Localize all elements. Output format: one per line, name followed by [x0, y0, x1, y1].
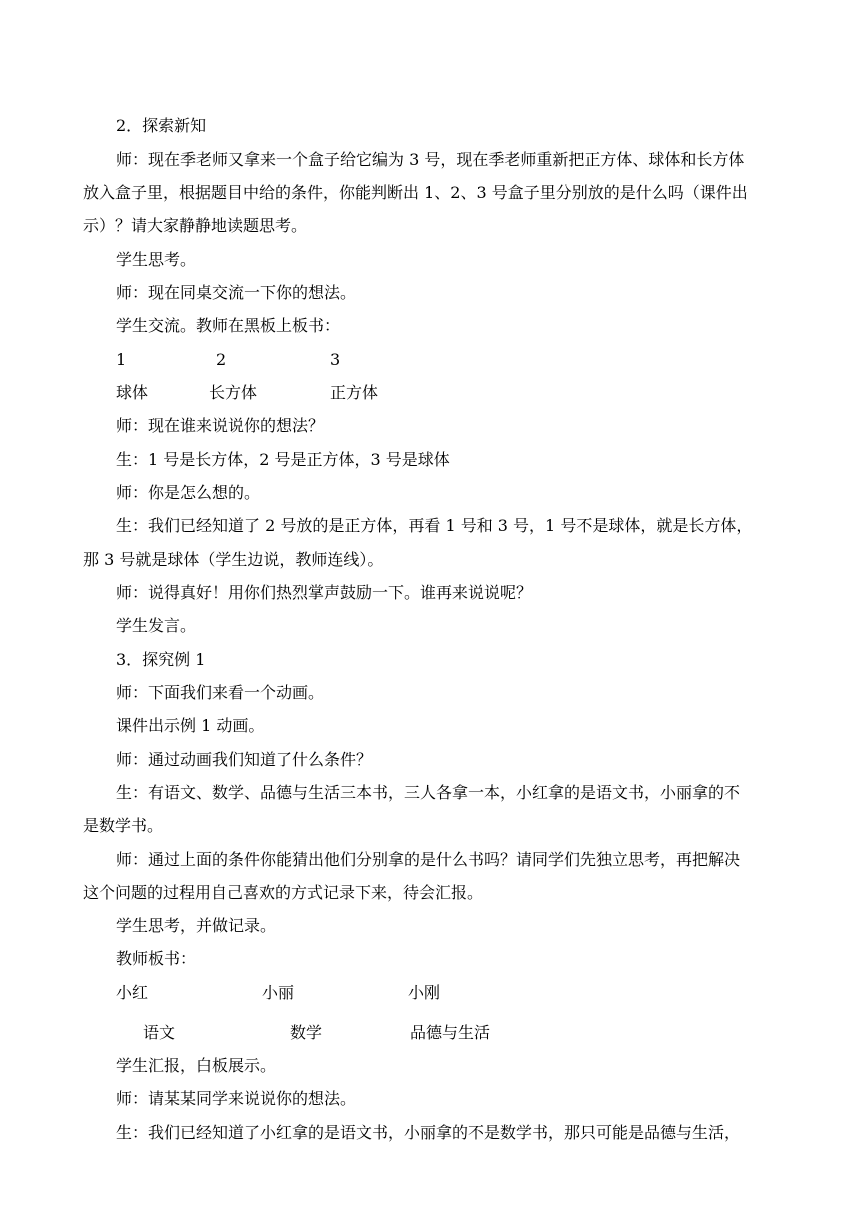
board-number: 1 [116, 350, 127, 369]
paragraph-line: 学生发言。 [116, 616, 197, 635]
paragraph-line: 放入盒子里，根据题目中给的条件，你能判断出 1、2、3 号盒子里分别放的是什么吗（课件出 [83, 183, 748, 202]
board-shape: 球体 [116, 383, 149, 402]
paragraph-line: 生：我们已经知道了小红拿的是语文书，小丽拿的不是数学书，那只可能是品德与生活， [116, 1123, 741, 1142]
paragraph-line: 生：有语文、数学、品德与生活三本书，三人各拿一本，小红拿的是语文书，小丽拿的不 [116, 783, 741, 802]
paragraph-line: 师：通过动画我们知道了什么条件？ [116, 750, 373, 769]
board-person: 小红 [116, 983, 149, 1002]
paragraph-line: 学生汇报，白板展示。 [116, 1056, 277, 1075]
paragraph-line: 师：现在同桌交流一下你的想法。 [116, 283, 357, 302]
paragraph-line: 师：说得真好！用你们热烈掌声鼓励一下。谁再来说说呢？ [116, 583, 533, 602]
paragraph-line: 是数学书。 [83, 816, 164, 835]
section-heading-explore: 2．探索新知 [116, 116, 207, 135]
paragraph-line: 教师板书： [116, 949, 197, 968]
board-book: 语文 [143, 1023, 176, 1042]
paragraph-line: 师：你是怎么想的。 [116, 483, 261, 502]
board-number: 2 [216, 350, 227, 369]
paragraph-line: 师：现在季老师又拿来一个盒子给它编为 3 号，现在季老师重新把正方体、球体和长方体 [116, 150, 745, 169]
paragraph-line: 课件出示例 1 动画。 [116, 716, 265, 735]
paragraph-line: 示）？请大家静静地读题思考。 [83, 216, 308, 235]
board-person: 小丽 [262, 983, 295, 1002]
board-book: 数学 [290, 1023, 323, 1042]
board-shape: 正方体 [330, 383, 379, 402]
paragraph-line: 师：下面我们来看一个动画。 [116, 683, 325, 702]
paragraph-line: 学生思考。 [116, 250, 197, 269]
section-heading-example: 3．探究例 1 [116, 650, 206, 669]
board-book: 品德与生活 [410, 1023, 491, 1042]
paragraph-line: 学生交流。教师在黑板上板书： [116, 316, 341, 335]
board-shape: 长方体 [209, 383, 258, 402]
paragraph-line: 师：现在谁来说说你的想法？ [116, 416, 325, 435]
paragraph-line: 那 3 号就是球体（学生边说，教师连线）。 [83, 550, 384, 569]
paragraph-line: 生：我们已经知道了 2 号放的是正方体，再看 1 号和 3 号，1 号不是球体，就是长方体， [116, 516, 753, 535]
board-number: 3 [330, 350, 341, 369]
board-person: 小刚 [408, 983, 441, 1002]
paragraph-line: 师：请某某同学来说说你的想法。 [116, 1089, 357, 1108]
paragraph-line: 这个问题的过程用自己喜欢的方式记录下来，待会汇报。 [83, 883, 484, 902]
paragraph-line: 生：1 号是长方体，2 号是正方体，3 号是球体 [116, 450, 450, 469]
paragraph-line: 学生思考，并做记录。 [116, 916, 277, 935]
paragraph-line: 师：通过上面的条件你能猜出他们分别拿的是什么书吗？请同学们先独立思考，再把解决 [116, 850, 741, 869]
